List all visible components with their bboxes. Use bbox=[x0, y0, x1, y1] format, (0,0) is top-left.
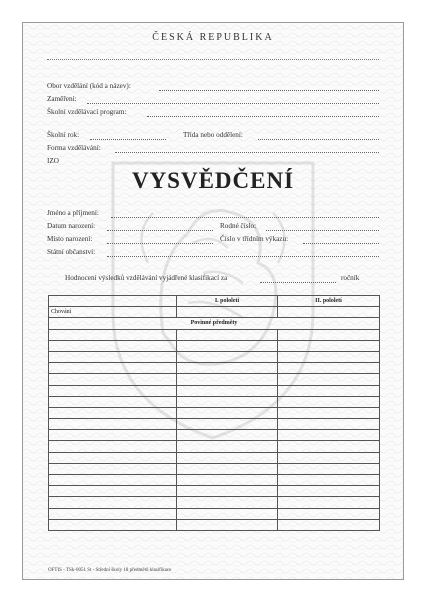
trida-field[interactable] bbox=[258, 139, 379, 140]
grade-cell[interactable] bbox=[177, 419, 278, 430]
country-heading: ČESKÁ REPUBLIKA bbox=[152, 32, 274, 43]
table-row bbox=[49, 419, 380, 430]
grade-cell[interactable] bbox=[278, 475, 380, 486]
grade-cell[interactable] bbox=[278, 351, 380, 362]
certificate-sheet bbox=[22, 22, 404, 580]
grade-cell[interactable] bbox=[278, 486, 380, 497]
forma-label: Forma vzdělávání: bbox=[47, 144, 101, 152]
grade-cell[interactable] bbox=[278, 329, 380, 340]
grade-cell[interactable] bbox=[177, 475, 278, 486]
birthdate-label: Datum narození: bbox=[47, 222, 96, 230]
grade-cell[interactable] bbox=[177, 351, 278, 362]
birthplace-label: Místo narození: bbox=[47, 235, 93, 243]
zamereni-label: Zaměření: bbox=[47, 95, 77, 103]
grade-cell[interactable] bbox=[177, 486, 278, 497]
obor-label: Obor vzdělání (kód a název): bbox=[47, 82, 131, 90]
citizenship-label: Státní občanství: bbox=[47, 248, 96, 256]
section-label: Povinné předměty bbox=[49, 318, 380, 329]
program-field[interactable] bbox=[147, 116, 379, 117]
grade-cell[interactable] bbox=[278, 407, 380, 418]
grade-cell[interactable] bbox=[177, 463, 278, 474]
obor-field[interactable] bbox=[159, 90, 379, 91]
grade-cell[interactable] bbox=[177, 519, 278, 530]
grade-cell[interactable] bbox=[278, 508, 380, 519]
grade-cell[interactable] bbox=[177, 329, 278, 340]
table-row bbox=[49, 452, 380, 463]
table-row bbox=[49, 374, 380, 385]
behavior-label: Chování bbox=[49, 307, 177, 318]
birthplace-field[interactable] bbox=[107, 243, 213, 244]
subject-cell[interactable] bbox=[49, 419, 177, 430]
subject-cell[interactable] bbox=[49, 374, 177, 385]
table-row bbox=[49, 340, 380, 351]
grade-cell[interactable] bbox=[278, 452, 380, 463]
grade-cell[interactable] bbox=[177, 430, 278, 441]
subject-cell[interactable] bbox=[49, 363, 177, 374]
subject-cell[interactable] bbox=[49, 497, 177, 508]
grades-table bbox=[48, 295, 380, 531]
grade-cell[interactable] bbox=[177, 340, 278, 351]
subject-cell[interactable] bbox=[49, 475, 177, 486]
classbook-label: Číslo v třídním výkazu: bbox=[220, 235, 289, 243]
subject-cell[interactable] bbox=[49, 351, 177, 362]
grade-cell[interactable] bbox=[278, 430, 380, 441]
table-row bbox=[49, 463, 380, 474]
classbook-field[interactable] bbox=[303, 243, 379, 244]
grade-cell[interactable] bbox=[278, 385, 380, 396]
rok-field[interactable] bbox=[90, 139, 166, 140]
table-row bbox=[49, 396, 380, 407]
grade-cell[interactable] bbox=[278, 497, 380, 508]
table-row bbox=[49, 475, 380, 486]
grade-cell[interactable] bbox=[278, 441, 380, 452]
table-row bbox=[49, 363, 380, 374]
birthnumber-field[interactable] bbox=[266, 230, 379, 231]
grade-cell[interactable] bbox=[177, 385, 278, 396]
citizenship-field[interactable] bbox=[107, 256, 379, 257]
forma-field[interactable] bbox=[115, 152, 379, 153]
table-header-row bbox=[49, 296, 380, 307]
zamereni-field[interactable] bbox=[87, 103, 379, 104]
year-field[interactable] bbox=[260, 282, 336, 283]
table-row bbox=[49, 519, 380, 530]
subject-cell[interactable] bbox=[49, 519, 177, 530]
behavior-grade-1[interactable] bbox=[177, 307, 278, 318]
grade-cell[interactable] bbox=[177, 363, 278, 374]
table-row bbox=[49, 486, 380, 497]
grade-cell[interactable] bbox=[177, 452, 278, 463]
section-row bbox=[49, 318, 380, 329]
name-field[interactable] bbox=[111, 217, 379, 218]
izo-label: IZO bbox=[47, 157, 59, 165]
grade-cell[interactable] bbox=[278, 363, 380, 374]
subject-cell[interactable] bbox=[49, 452, 177, 463]
evaluation-suffix: ročník bbox=[341, 274, 360, 282]
grade-cell[interactable] bbox=[177, 441, 278, 452]
subject-cell[interactable] bbox=[49, 486, 177, 497]
trida-label: Třída nebo oddělení: bbox=[183, 131, 243, 139]
table-row bbox=[49, 351, 380, 362]
header-divider bbox=[47, 59, 379, 60]
grade-cell[interactable] bbox=[177, 374, 278, 385]
subject-cell[interactable] bbox=[49, 508, 177, 519]
behavior-row bbox=[49, 307, 380, 318]
rok-label: Školní rok: bbox=[47, 131, 80, 139]
grade-cell[interactable] bbox=[177, 497, 278, 508]
table-row bbox=[49, 441, 380, 452]
table-row bbox=[49, 385, 380, 396]
birthnumber-label: Rodné číslo: bbox=[220, 222, 257, 230]
table-row bbox=[49, 430, 380, 441]
grade-cell[interactable] bbox=[278, 519, 380, 530]
name-label: Jméno a příjmení: bbox=[47, 209, 99, 217]
grade-cell[interactable] bbox=[278, 419, 380, 430]
subject-cell[interactable] bbox=[49, 396, 177, 407]
subject-cell[interactable] bbox=[49, 329, 177, 340]
grade-cell[interactable] bbox=[278, 396, 380, 407]
second-term-header: II. pololetí bbox=[278, 296, 380, 307]
birthdate-field[interactable] bbox=[107, 230, 213, 231]
document-title: VYSVĚDČENÍ bbox=[131, 168, 295, 193]
subject-header-cell bbox=[49, 296, 177, 307]
subject-cell[interactable] bbox=[49, 463, 177, 474]
subject-cell[interactable] bbox=[49, 441, 177, 452]
program-label: Školní vzdělávací program: bbox=[47, 108, 127, 116]
subject-cell[interactable] bbox=[49, 407, 177, 418]
grade-cell[interactable] bbox=[278, 374, 380, 385]
subject-cell[interactable] bbox=[49, 340, 177, 351]
behavior-grade-2[interactable] bbox=[278, 307, 380, 318]
grade-cell[interactable] bbox=[278, 340, 380, 351]
grade-cell[interactable] bbox=[278, 463, 380, 474]
table-row bbox=[49, 497, 380, 508]
first-term-header: I. pololetí bbox=[177, 296, 278, 307]
subject-cell[interactable] bbox=[49, 430, 177, 441]
subject-cell[interactable] bbox=[49, 385, 177, 396]
grade-cell[interactable] bbox=[177, 407, 278, 418]
table-row bbox=[49, 407, 380, 418]
form-code-footer: OFTIS - TSk-0051 St - Střední školy 18 předmětů klasifikace bbox=[48, 568, 172, 573]
grade-cell[interactable] bbox=[177, 396, 278, 407]
grade-cell[interactable] bbox=[177, 508, 278, 519]
table-row bbox=[49, 329, 380, 340]
evaluation-prefix: Hodnocení výsledků vzdělávání vyjádřené klasifikací za bbox=[65, 274, 228, 282]
table-row bbox=[49, 508, 380, 519]
